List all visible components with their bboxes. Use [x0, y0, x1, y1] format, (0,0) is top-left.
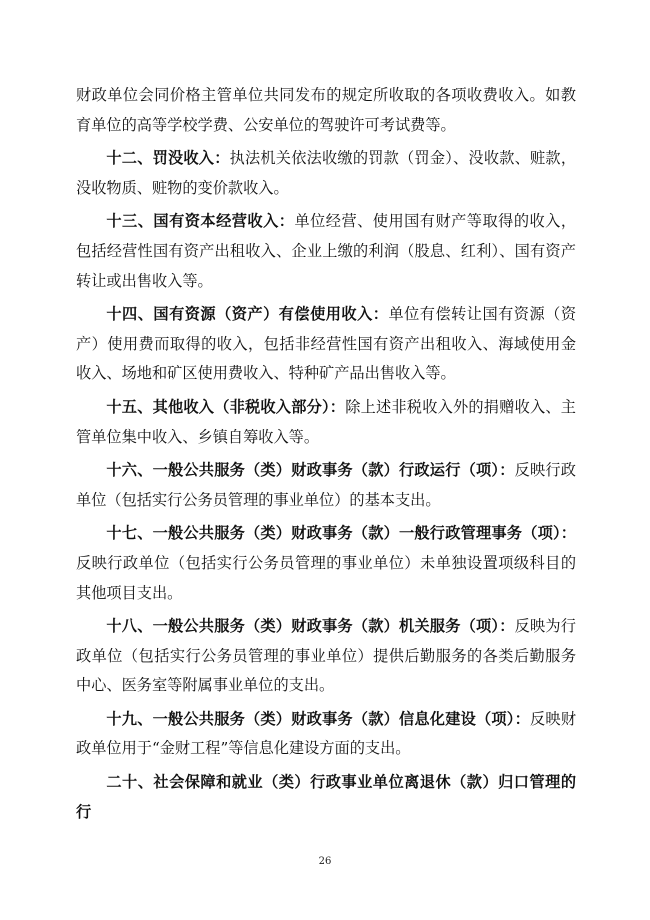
- paragraph-heading: 十二、罚没收入：: [106, 149, 230, 168]
- paragraph-heading: 十三、国有资本经营收入：: [106, 212, 295, 231]
- paragraph-text: 执法机关依法收缴的罚款（罚金）、没收款、赃款，没收物质、赃物的变价款收入。: [76, 149, 577, 197]
- paragraph-heading: 十八、一般公共服务（类）财政事务（款）机关服务（项）：: [106, 617, 515, 636]
- paragraph-item-17: [76, 519, 576, 608]
- paragraph-item-12: [76, 144, 576, 203]
- body-text: [76, 81, 576, 827]
- paragraph-text: 反映财政单位用于“金财工程”等信息化建设方面的支出。: [76, 709, 577, 758]
- paragraph-text: 反映行政单位（包括实行公务员管理的事业单位）未单独设置项级科目的其他项目支出。: [76, 553, 576, 602]
- paragraph-item-18: [76, 612, 576, 701]
- paragraph-item-14: [76, 300, 576, 389]
- paragraph-text: 单位经营、使用国有财产等取得的收入，包括经营性国有资产出租收入、企业上缴的利润（股息、红利）、国有资产转让或出售收入等。: [76, 212, 577, 290]
- paragraph-item-13: [76, 207, 576, 296]
- paragraph-heading: 二十、社会保障和就业（类）行政事业单位离退休（款）归口管理的行: [76, 773, 576, 821]
- paragraph-item-16: [76, 456, 576, 515]
- paragraph-heading: 十九、一般公共服务（类）财政事务（款）信息化建设（项）：: [106, 709, 531, 728]
- paragraph-text: 反映为行政单位（包括实行公务员管理的事业单位）提供后勤服务的各类后勤服务中心、医务室等附属事业单位的支出。: [76, 617, 576, 695]
- paragraph-heading: 十六、一般公共服务（类）财政事务（款）行政运行（项）：: [106, 461, 515, 480]
- paragraph-text: 除上述非税收入外的捐赠收入、主管单位集中收入、乡镇自筹收入等。: [76, 397, 576, 446]
- paragraph-heading: 十四、国有资源（资产）有偿使用收入：: [106, 305, 389, 324]
- paragraph-continuation: [76, 81, 576, 140]
- paragraph-text: 单位有偿转让国有资源（资产）使用费而取得的收入，包括非经营性国有资产出租收入、海域使用金收入、场地和矿区使用费收入、特种矿产品出售收入等。: [76, 305, 577, 383]
- page-number: 26: [318, 856, 332, 867]
- paragraph-item-19: [76, 705, 576, 764]
- paragraph-text: 财政单位会同价格主管单位共同发布的规定所收取的各项收费收入。如教育单位的高等学校学费、公安单位的驾驶许可考试费等。: [76, 86, 576, 134]
- paragraph-item-15: [76, 393, 576, 452]
- paragraph-text: 反映行政单位（包括实行公务员管理的事业单位）的基本支出。: [76, 461, 576, 509]
- paragraph-item-20: [76, 768, 576, 827]
- paragraph-heading: 十五、其他收入（非税收入部分）：: [106, 397, 346, 416]
- paragraph-heading: 十七、一般公共服务（类）财政事务（款）一般行政管理事务（项）：: [106, 524, 576, 543]
